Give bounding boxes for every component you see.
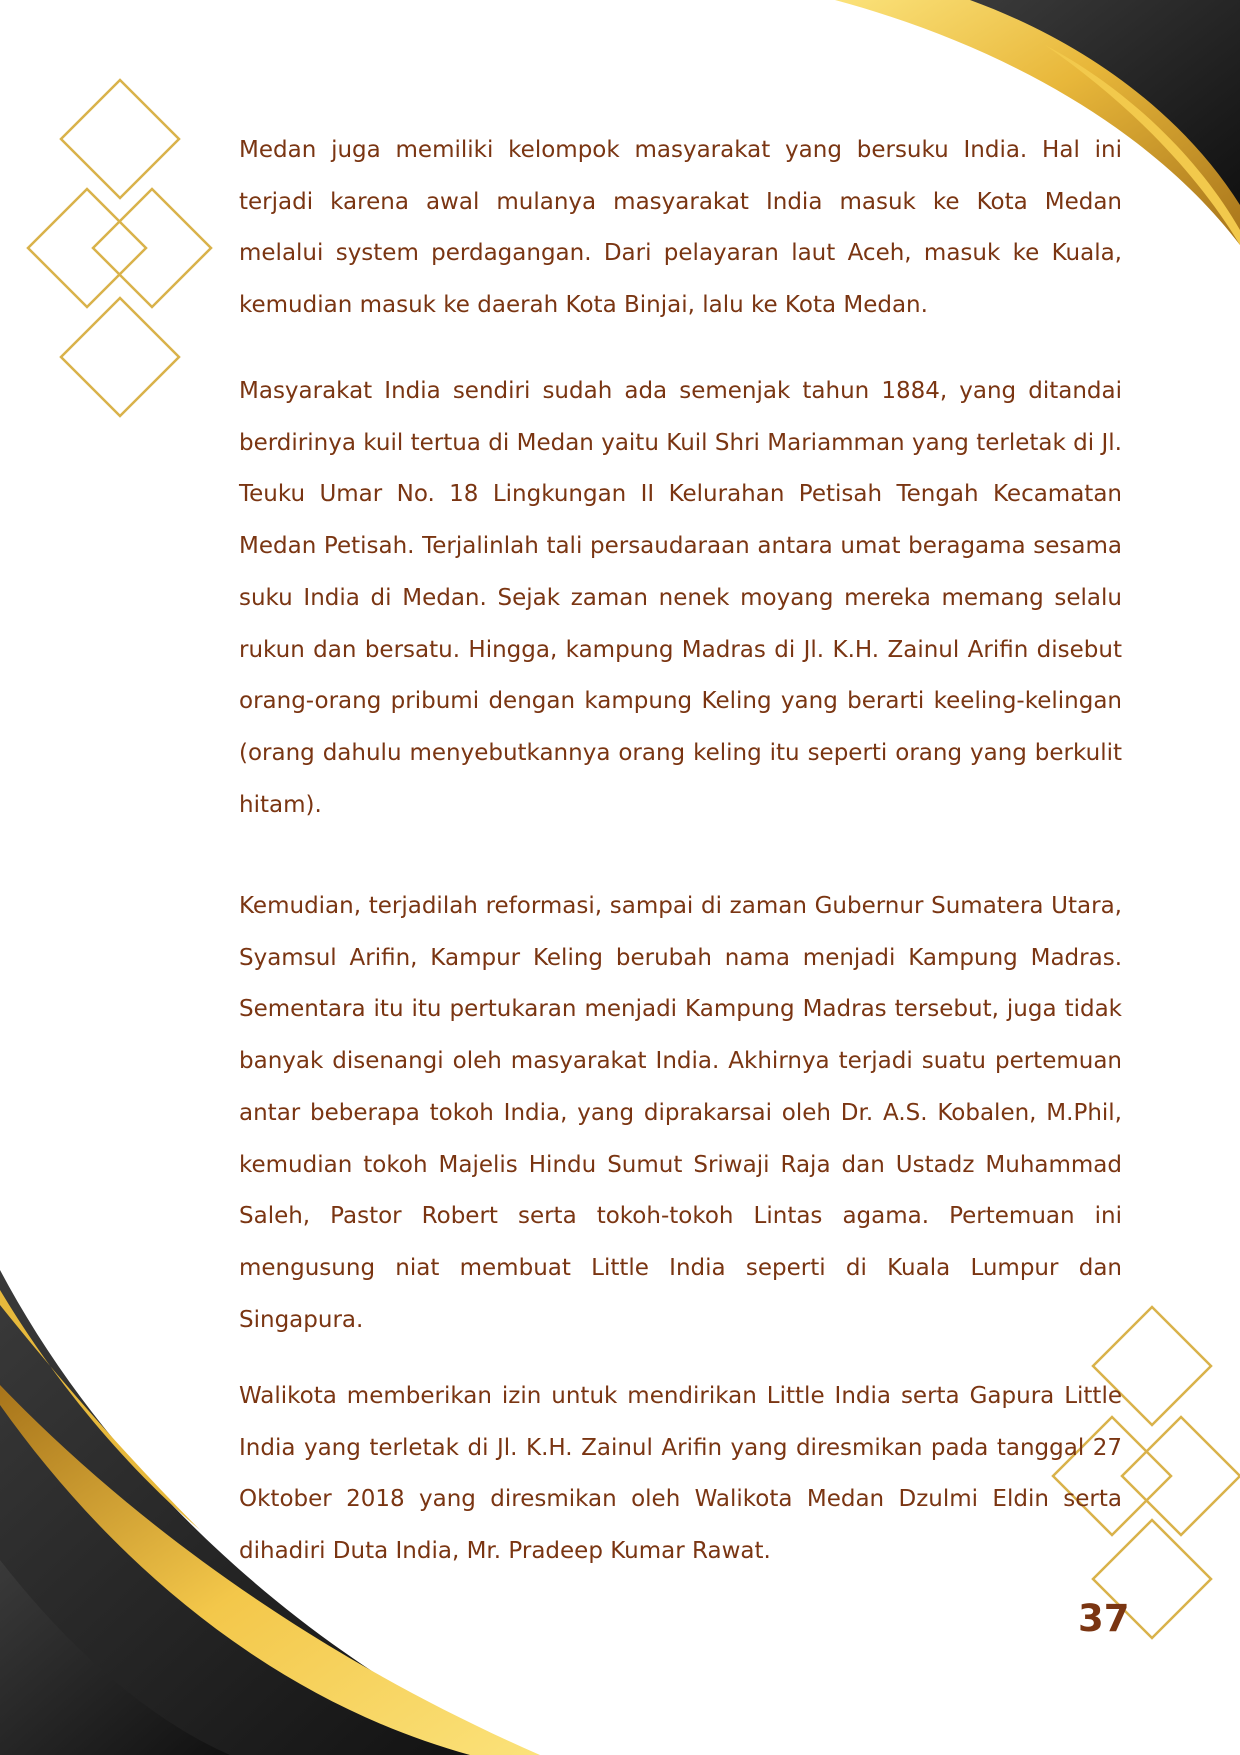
diamond-outline bbox=[1122, 1417, 1240, 1535]
paragraph-3 bbox=[239, 881, 1122, 1346]
paragraph-text: Kemudian, terjadilah reformasi, sampai di zaman Gubernur Sumatera Utara, Syamsul Arifin, Kampur Keling berubah nama menjadi Kampung Madras. Sementara itu itu pertukaran menjadi Kampung Madras tersebut, juga tidak banyak disenangi oleh masyarakat India. Akhirnya terjadi suatu pertemuan antar beberapa tokoh India, yang diprakarsai oleh Dr. A.S. Kobalen, M.Phil, kemudian tokoh Majelis Hindu Sumut Sriwaji Raja dan Ustadz Muhammad Saleh, Pastor Robert serta tokoh-tokoh Lintas agama. Pertemuan ini mengusung niat membuat Little India seperti di Kuala Lumpur dan Singapura. bbox=[239, 893, 1122, 1333]
paragraph-text: Walikota memberikan izin untuk mendirikan Little India serta Gapura Little India yang terletak di Jl. K.H. Zainul Arifin yang diresmikan pada tanggal 27 Oktober 2018 yang diresmikan oleh Walikota Medan Dzulmi Eldin serta dihadiri Duta India, Mr. Pradeep Kumar Rawat. bbox=[239, 1383, 1122, 1565]
paragraph-4 bbox=[239, 1371, 1122, 1578]
paragraph-2 bbox=[239, 366, 1122, 831]
paragraph-text: Masyarakat India sendiri sudah ada semenjak tahun 1884, yang ditandai berdirinya kuil tertua di Medan yaitu Kuil Shri Mariamman yang terletak di Jl. Teuku Umar No. 18 Lingkungan II Kelurahan Petisah Tengah Kecamatan Medan Petisah. Terjalinlah tali persaudaraan antara umat beragama sesama suku India di Medan. Sejak zaman nenek moyang mereka memang selalu rukun dan bersatu. Hingga, kampung Madras di Jl. K.H. Zainul Arifin disebut orang-orang pribumi dengan kampung Keling yang berarti keeling-kelingan (orang dahulu menyebutkannya orang keling itu seperti orang yang berkulit hitam). bbox=[239, 378, 1122, 818]
diamond-outline bbox=[28, 189, 146, 307]
top-left-diamonds bbox=[28, 80, 211, 416]
diamond-outline bbox=[61, 298, 179, 416]
diamond-outline bbox=[61, 80, 179, 198]
page-number: 37 bbox=[1078, 1597, 1130, 1640]
paragraph-1 bbox=[239, 125, 1122, 332]
paragraph-text: Medan juga memiliki kelompok masyarakat yang bersuku India. Hal ini terjadi karena awal mulanya masyarakat India masuk ke Kota Medan melalui system perdagangan. Dari pelayaran laut Aceh, masuk ke Kuala, kemudian masuk ke daerah Kota Binjai, lalu ke Kota Medan. bbox=[239, 137, 1122, 319]
diamond-outline bbox=[93, 189, 211, 307]
